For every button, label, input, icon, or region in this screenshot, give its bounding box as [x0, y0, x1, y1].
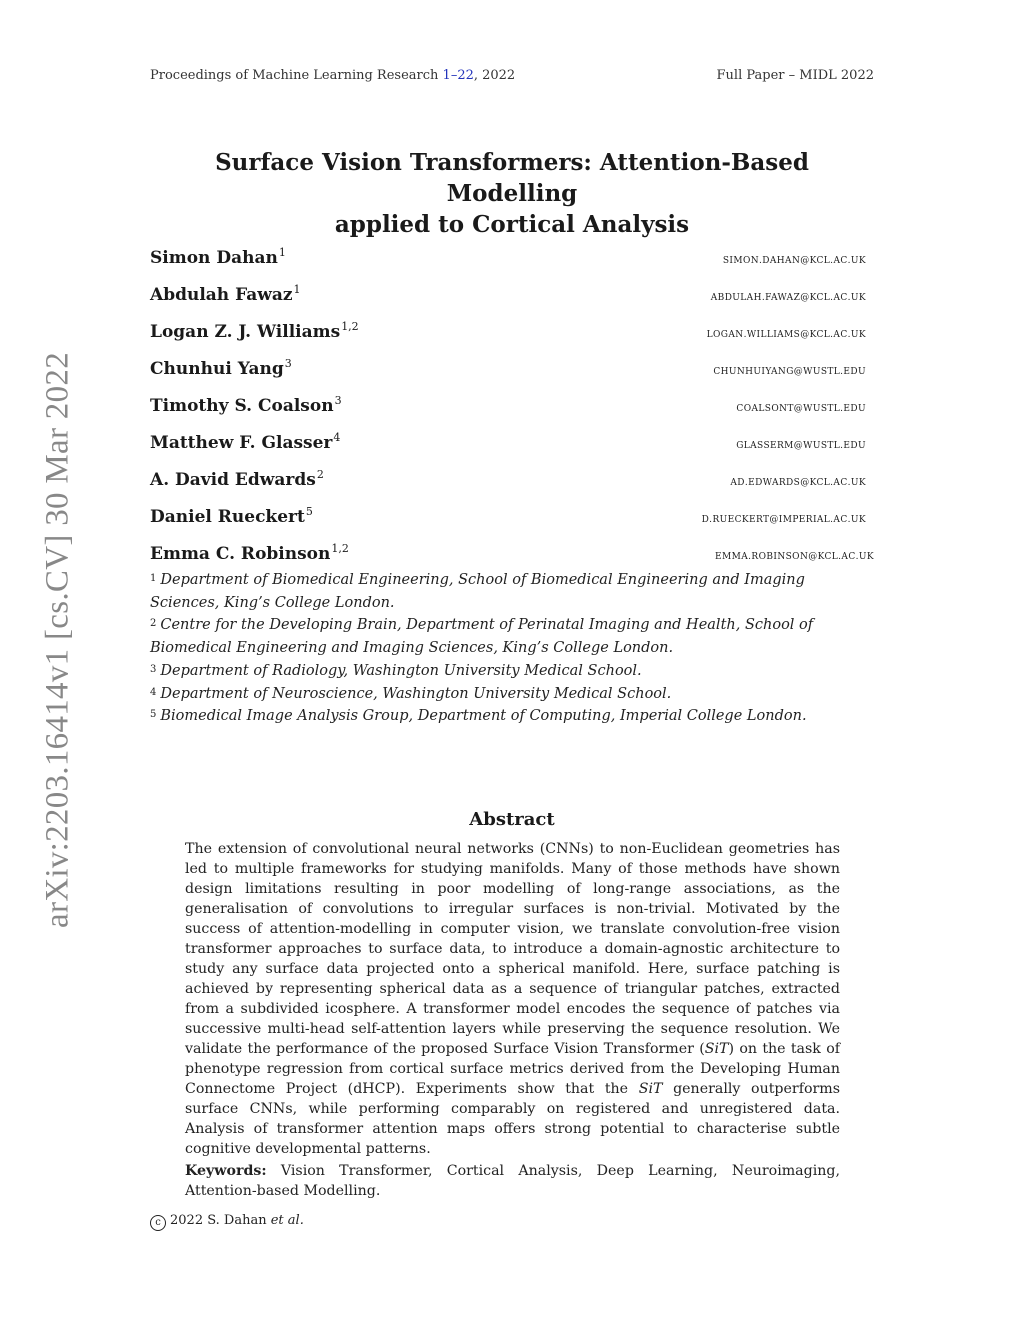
arxiv-stamp: arXiv:2203.16414v1 [cs.CV] 30 Mar 2022: [39, 352, 76, 928]
keywords: Keywords: Vision Transformer, Cortical Analysis, Deep Learning, Neuroimaging, Attention-based Modelling.: [185, 1163, 840, 1199]
author-row: [150, 248, 874, 285]
abstract-heading: Abstract: [469, 809, 555, 830]
affiliation-item: $^1$ Department of Biomedical Engineering, School of Biomedical Engineering and Imaging Sciences, King’s College London.: [150, 572, 805, 611]
author-row: [150, 359, 874, 396]
proceedings-line: Proceedings of Machine Learning Research 1–22, 2022: [150, 68, 516, 83]
copyright-icon: c: [150, 1215, 166, 1231]
affiliation-item: $^2$ Centre for the Developing Brain, Department of Perinatal Imaging and Health, School of Biomedical Engineering and Imaging Sciences, King’s College London.: [150, 617, 814, 657]
affiliations: [150, 569, 874, 728]
sit-term: SiT: [638, 1081, 663, 1097]
author-name: Abdulah Fawaz$^1$: [150, 283, 301, 305]
paper-title: Surface Vision Transformers: Attention-Based Modelling applied to Cortical Analysis: [215, 149, 809, 238]
author-email[interactable]: logan.williams@kcl.ac.uk: [706, 326, 866, 341]
sit-term: SiT: [704, 1041, 729, 1057]
author-row: [150, 507, 874, 544]
author-name: Logan Z. J. Williams$^{1,2}$: [150, 320, 359, 342]
author-name: Daniel Rueckert$^5$: [150, 505, 313, 527]
author-email[interactable]: chunhuiyang@wustl.edu: [713, 363, 866, 378]
author-name: Chunhui Yang$^3$: [150, 357, 292, 379]
author-row: [150, 396, 874, 433]
author-name: Matthew F. Glasser$^4$: [150, 431, 341, 453]
copyright-notice: c 2022 S. Dahan et al.: [150, 1213, 304, 1231]
affiliation-item: $^4$ Department of Neuroscience, Washington University Medical School.: [150, 685, 672, 702]
author-email[interactable]: glasserm@wustl.edu: [736, 437, 866, 452]
page-link-start[interactable]: 1: [442, 68, 451, 83]
author-name: Emma C. Robinson$^{1,2}$: [150, 542, 349, 564]
author-name: Simon Dahan$^1$: [150, 246, 286, 268]
author-row: [150, 433, 874, 470]
author-email[interactable]: abdulah.fawaz@kcl.ac.uk: [710, 289, 866, 304]
affiliation-item: $^5$ Biomedical Image Analysis Group, Department of Computing, Imperial College London.: [150, 708, 807, 725]
affiliation-item: $^3$ Department of Radiology, Washington University Medical School.: [150, 662, 642, 679]
author-row: [150, 470, 874, 507]
author-row: [150, 285, 874, 322]
author-email[interactable]: ad.edwards@kcl.ac.uk: [730, 474, 866, 489]
keywords-label: Keywords:: [185, 1163, 267, 1179]
author-row: [150, 322, 874, 359]
author-list: [150, 248, 874, 581]
author-name: A. David Edwards$^2$: [150, 468, 324, 490]
author-name: Timothy S. Coalson$^3$: [150, 394, 342, 416]
venue-label: Full Paper – MIDL 2022: [716, 68, 874, 83]
author-email[interactable]: emma.robinson@kcl.ac.uk: [715, 548, 874, 563]
page-link-end[interactable]: 22: [457, 68, 474, 83]
author-email[interactable]: coalsont@wustl.edu: [736, 400, 866, 415]
abstract-body: The extension of convolutional neural networks (CNNs) to non-Euclidean geometries has led to multiple frameworks for studying manifolds. Many of those methods have shown design limitations resulting in poor modelling of long-range associations, as the generalisation of convolutions to irregular surfaces is non-trivial. Motivated by the success of attention-modelling in computer vision, we translate convolution-free vision transformer approaches to surface data, to introduce a domain-agnostic architecture to study any surface data projected onto a spherical manifold. Here, surface patching is achieved by representing spherical data as a sequence of triangular patches, extracted from a subdivided icosphere. A transformer model encodes the sequence of patches via successive multi-head self-attention layers while preserving the sequence resolution. We validate the performance of the proposed Surface Vision Transformer (SiT) on the task of phenotype regression from cortical surface metrics derived from the Developing Human Connectome Project (dHCP). Experiments show that the SiT generally outperforms surface CNNs, while performing comparably on registered and unregistered data. Analysis of transformer attention maps offers strong potential to characterise subtle cognitive developmental patterns. Keywords: Vision Transformer, Cortical Analysis, Deep Learning, Neuroimaging, Attention-based Modelling.: [185, 841, 841, 1199]
author-email[interactable]: simon.dahan@kcl.ac.uk: [722, 252, 866, 267]
author-email[interactable]: d.rueckert@imperial.ac.uk: [701, 511, 866, 526]
